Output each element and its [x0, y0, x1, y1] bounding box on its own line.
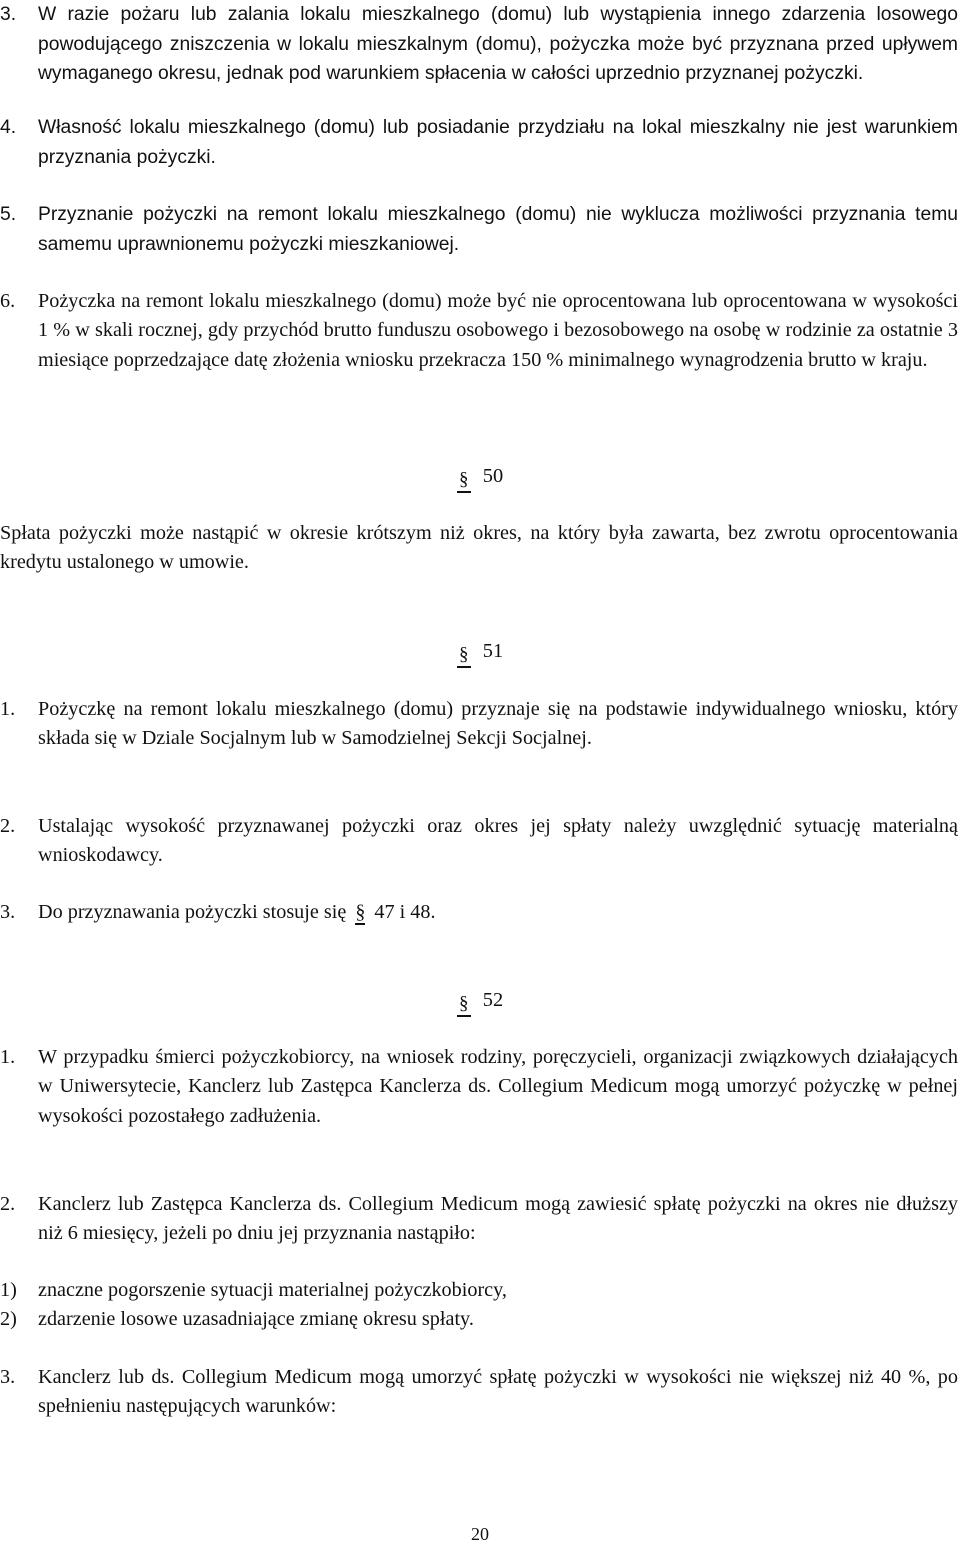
item-text: W razie pożaru lub zalania lokalu mieszkalnego (domu) lub wystąpienia innego zdarzenia losowego powodującego zniszczenia w lokalu mieszkalnym (domu), pożyczka może być przyznana przed upływem wymaganego okresu, jednak pod warunkiem spłacenia w całości uprzednio przyznanej pożyczki. [38, 4, 958, 84]
item-text: Pożyczkę na remont lokalu mieszkalnego (domu) przyznaje się na podstawie indywidualnego wniosku, który składa się w Dziale Socjalnym lub w Samodzielnej Sekcji Socjalnej. [38, 698, 958, 750]
section-sign-icon: § [457, 469, 471, 493]
list-item [0, 113, 958, 172]
item-text: Pożyczka na remont lokalu mieszkalnego (domu) może być nie oprocentowana lub oprocentowana w wysokości 1 % w skali rocznej, gdy przychód brutto funduszu osobowego i bezosobowego na osobę w rodzinie za ostatnie 3 miesiące poprzedzające datę złożenia wniosku przekracza 150 % minimalnego wynagrodzenia brutto w kraju. [38, 290, 958, 371]
item-number: 3. [0, 1366, 16, 1388]
sub-item-number: 1) [0, 1279, 17, 1301]
section-heading [0, 462, 960, 493]
item-text: Własność lokalu mieszkalnego (domu) lub posiadanie przydziału na lokal mieszkalny nie jest warunkiem przyznania pożyczki. [38, 117, 958, 168]
paragraph-text: Spłata pożyczki może nastąpić w okresie krótszym niż okres, na który była zawarta, bez zwrotu oprocentowania kredytu ustalonego w umowie. [0, 522, 958, 574]
sub-list-item [0, 1276, 958, 1305]
sub-item-number: 2) [0, 1308, 17, 1330]
item-text: Przyznanie pożyczki na remont lokalu mieszkalnego (domu) nie wyklucza możliwości przyznania temu samemu uprawnionemu pożyczki mieszkaniowej. [38, 204, 958, 255]
list-item [0, 200, 958, 259]
item-text: Kanclerz lub ds. Collegium Medicum mogą umorzyć spłatę pożyczki w wysokości nie większej niż 40 %, po spełnieniu następujących warunków: [38, 1366, 958, 1418]
list-item [0, 898, 958, 927]
sub-item-text: znaczne pogorszenie sytuacji materialnej pożyczkobiorcy, [38, 1279, 507, 1301]
item-text: Kanclerz lub Zastępca Kanclerza ds. Collegium Medicum mogą zawiesić spłatę pożyczki na okres nie dłuższy niż 6 miesięcy, jeżeli po dniu jej przyznania nastąpiło: [38, 1193, 958, 1245]
section-sign-icon: § [355, 901, 366, 923]
sub-item-text: zdarzenie losowe uzasadniające zmianę okresu spłaty. [38, 1308, 474, 1330]
item-number: 2. [0, 815, 16, 837]
section-heading [0, 637, 960, 668]
item-number: 1. [0, 1046, 16, 1068]
list-item [0, 695, 958, 754]
section-paragraph [0, 519, 958, 578]
section-number: 52 [482, 989, 504, 1011]
section-number: 51 [482, 640, 504, 662]
section-sign-icon: § [457, 993, 471, 1017]
item-number: 5. [0, 204, 17, 225]
sub-list-item [0, 1305, 958, 1334]
item-number: 2. [0, 1193, 16, 1215]
item-text: Ustalając wysokość przyznawanej pożyczki oraz okres jej spłaty należy uwzględnić sytuację materialną wnioskodawcy. [38, 815, 958, 867]
item-text: W przypadku śmierci pożyczkobiorcy, na wniosek rodziny, poręczycieli, organizacji związkowych działających w Uniwersytecie, Kanclerz lub Zastępca Kanclerza ds. Collegium Medicum mogą umorzyć pożyczkę w pełnej wysokości pozostałego zadłużenia. [38, 1046, 958, 1127]
list-item [0, 1190, 958, 1249]
list-item [0, 0, 958, 89]
list-item [0, 812, 958, 871]
item-text-after: 47 i 48. [374, 901, 436, 923]
item-number: 4. [0, 117, 17, 138]
section-number: 50 [482, 465, 504, 487]
section-sign-icon: § [457, 644, 471, 668]
section-heading [0, 986, 960, 1017]
list-item [0, 287, 958, 375]
item-text-before: Do przyznawania pożyczki stosuje się [38, 901, 347, 923]
item-number: 1. [0, 698, 16, 720]
item-text [38, 898, 436, 927]
item-number: 6. [0, 290, 16, 312]
item-number: 3. [0, 901, 16, 923]
page-number: 20 [471, 1524, 489, 1544]
list-item [0, 1363, 958, 1422]
list-item [0, 1043, 958, 1131]
item-number: 3. [0, 4, 17, 25]
